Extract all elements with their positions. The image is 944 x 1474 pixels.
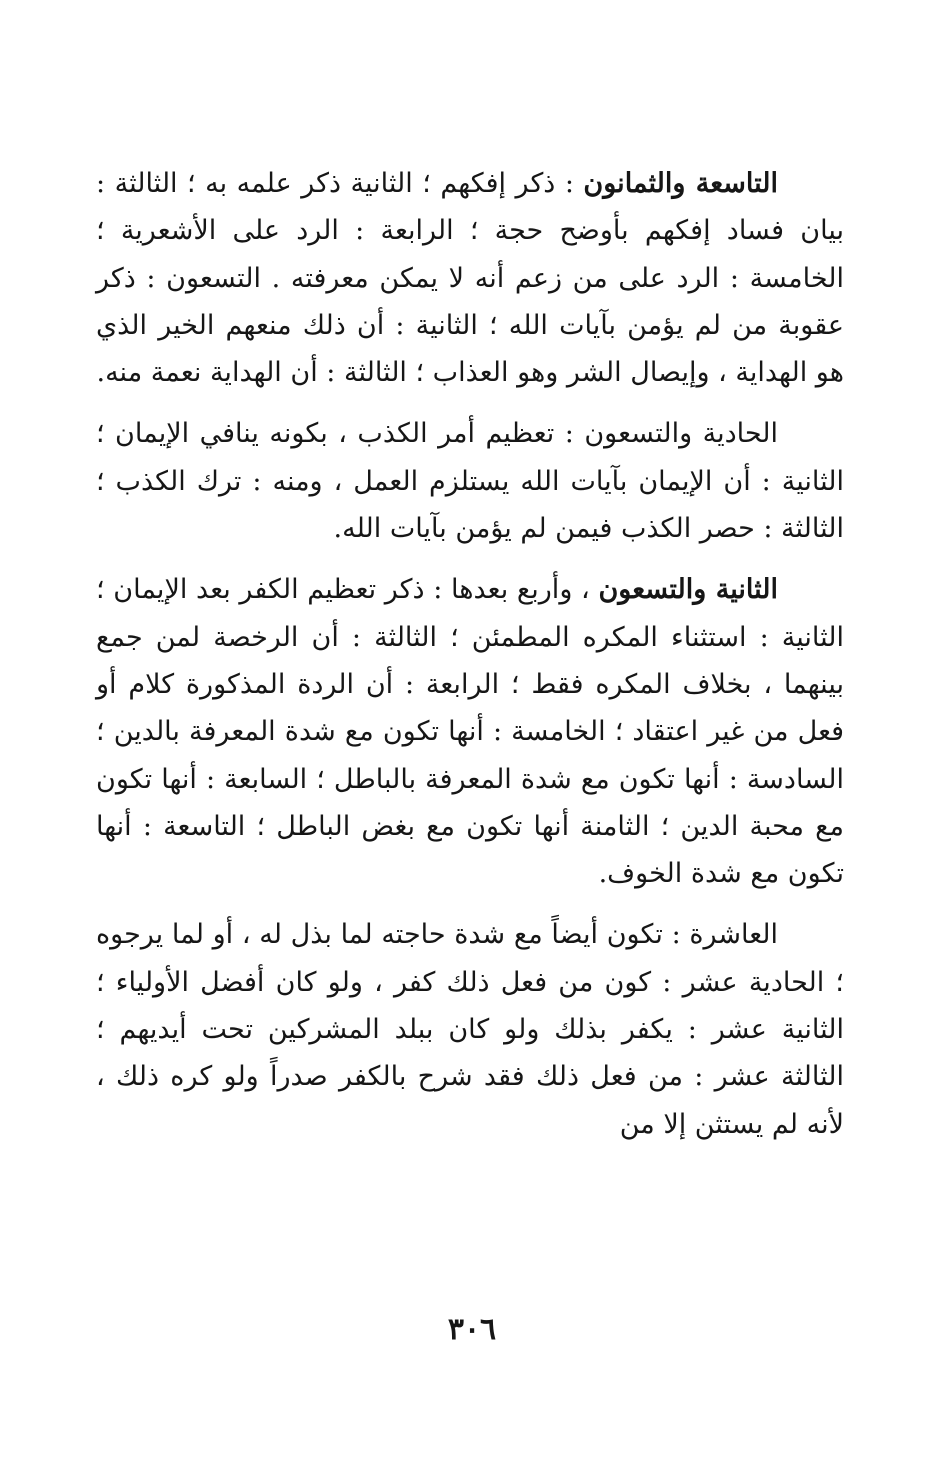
paragraph-3-heading: الثانية والتسعون	[598, 574, 778, 606]
paragraph-3-text: ، وأربع بعدها : ذكر تعظيم الكفر بعد الإيمان ؛ الثانية : استثناء المكره المطمئن ؛ الثالثة : أن الرخصة لمن جمع بينهما ، بخلاف المكره فقط ؛ الرابعة : أن الردة المذكورة كلام أو فعل من غير اعتقاد ؛ الخامسة : أنها تكون مع شدة المعرفة بالدين ؛ السادسة : أنها تكون مع شدة المعرفة بالباطل ؛ السابعة : أنها تكون مع محبة الدين ؛ الثامنة أنها تكون مع بغض الباطل ؛ التاسعة : أنها تكون مع شدة الخوف.	[96, 574, 844, 890]
paragraph-2-text: الحادية والتسعون : تعظيم أمر الكذب ، بكونه ينافي الإيمان ؛ الثانية : أن الإيمان بآيات الله يستلزم العمل ، ومنه : ترك الكذب ؛ الثالثة : حصر الكذب فيمن لم يؤمن بآيات الله.	[96, 418, 844, 545]
paragraph-3	[96, 566, 844, 897]
paragraph-4-text: العاشرة : تكون أيضاً مع شدة حاجته لما بذل له ، أو لما يرجوه ؛ الحادية عشر : كون من فعل ذلك كفر ، ولو كان أفضل الأولياء ؛ الثانية عشر : يكفر بذلك ولو كان ببلد المشركين تحت أيديهم ؛ الثالثة عشر : من فعل ذلك فقد شرح بالكفر صدراً ولو كره ذلك ، لأنه لم يستثن إلا من	[96, 919, 844, 1140]
paragraph-4	[96, 911, 844, 1147]
paragraph-1-heading: التاسعة والثمانون	[583, 168, 778, 199]
paragraph-1	[96, 160, 844, 396]
page-number: ٣٠٦	[447, 1312, 497, 1347]
paragraph-1-text: : ذكر إفكهم ؛ الثانية ذكر علمه به ؛ الثالثة : بيان فساد إفكهم بأوضح حجة ؛ الرابعة : الرد على الأشعرية ؛ الخامسة : الرد على من زعم أنه لا يمكن معرفته . التسعون : ذكر عقوبة من لم يؤمن بآيات الله ؛ الثانية : أن ذلك منعهم الخير الذي هو الهداية ، وإيصال الشر وهو العذاب ؛ الثالثة : أن الهداية نعمة منه.	[96, 168, 844, 389]
paragraph-2	[96, 410, 844, 552]
body-text	[96, 160, 844, 1162]
